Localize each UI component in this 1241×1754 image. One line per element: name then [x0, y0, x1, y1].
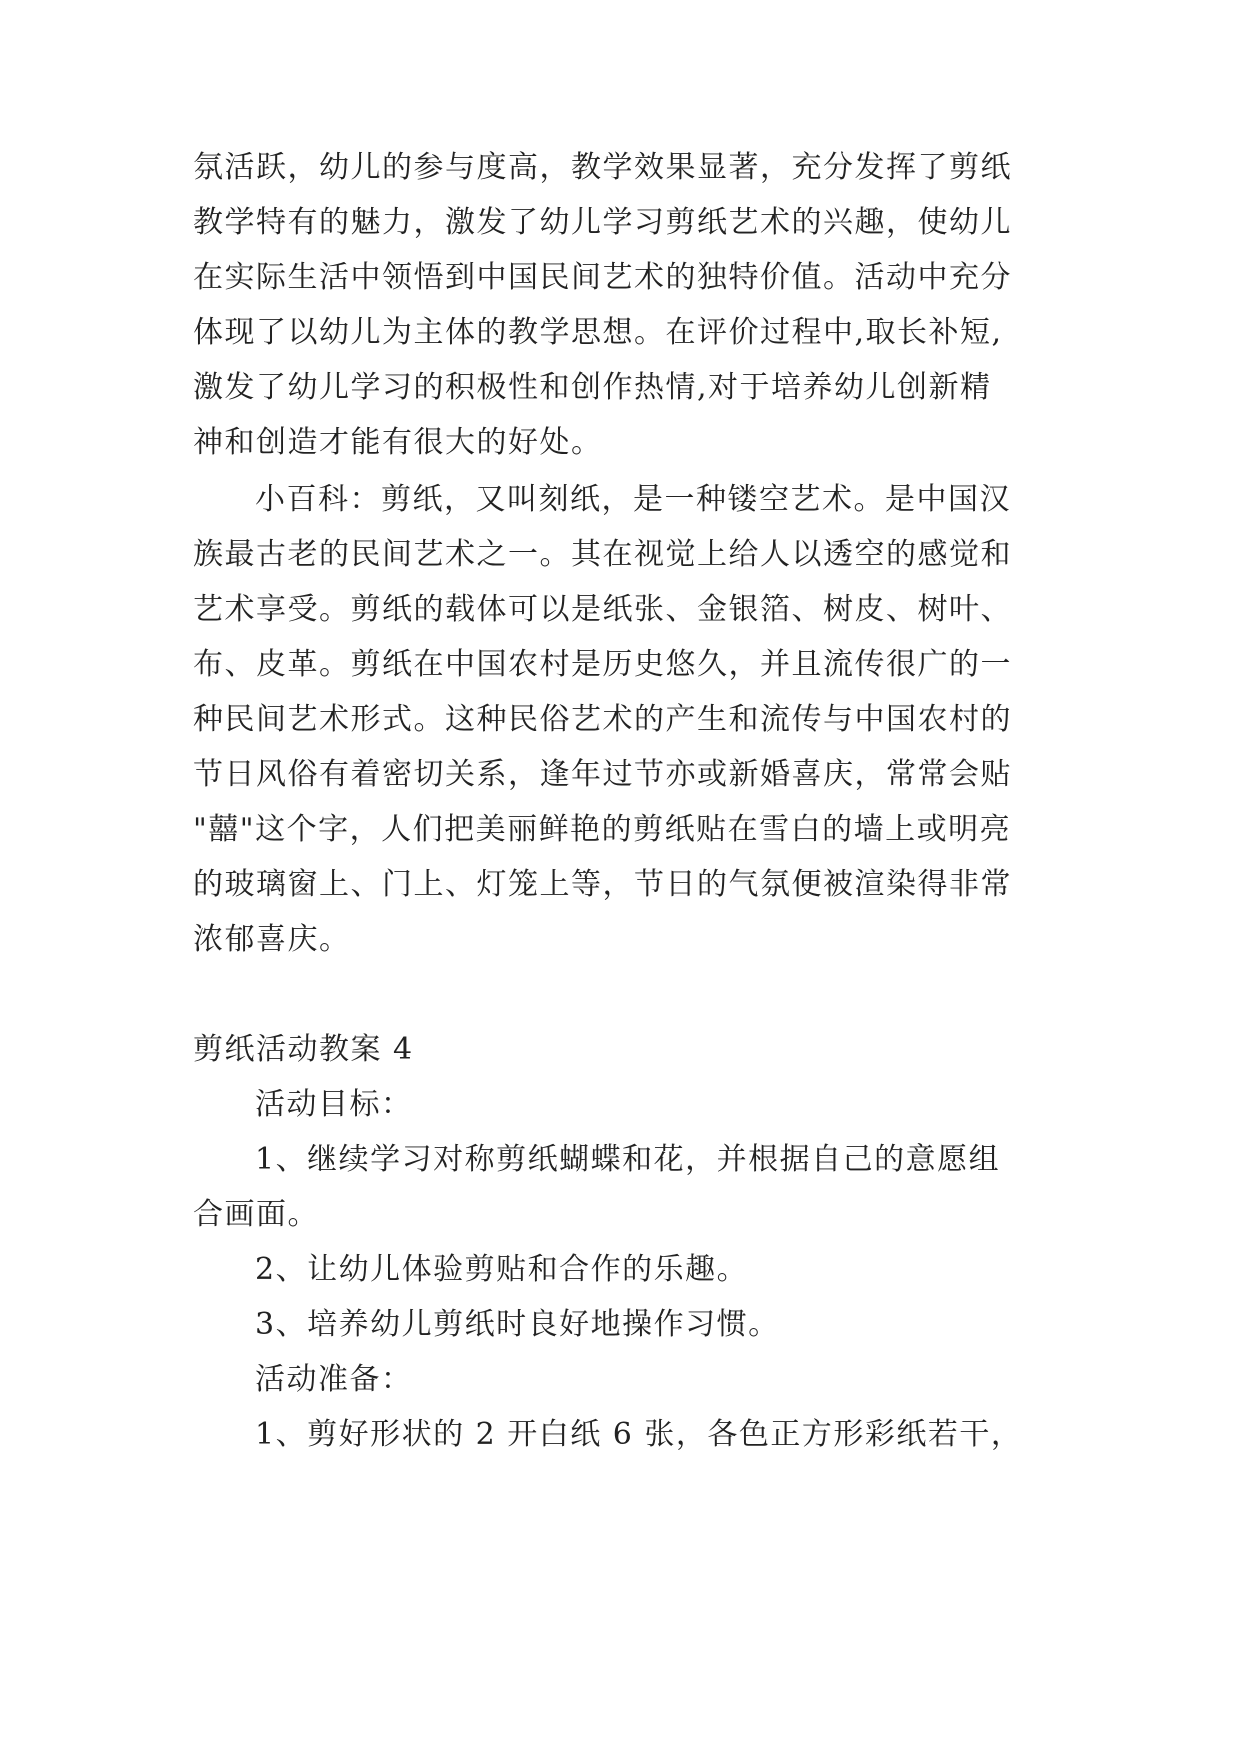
body-text-line: 神和创造才能有很大的好处。 [193, 425, 603, 460]
body-text-line: 种民间艺术形式。这种民俗艺术的产生和流传与中国农村的 [193, 702, 1012, 737]
body-text-line: 教学特有的魅力，激发了幼儿学习剪纸艺术的兴趣，使幼儿 [193, 205, 1012, 240]
body-text-line: 浓郁喜庆。 [193, 922, 351, 957]
prep-heading: 活动准备： [255, 1362, 413, 1397]
list-item-continuation: 合画面。 [193, 1197, 319, 1232]
body-text-line: 节日风俗有着密切关系，逢年过节亦或新婚喜庆，常常会贴 [193, 757, 1012, 792]
body-text-line: 的玻璃窗上、门上、灯笼上等，节日的气氛便被渲染得非常 [193, 867, 1012, 902]
body-text-line: "囍"这个字，人们把美丽鲜艳的剪纸贴在雪白的墙上或明亮 [193, 812, 1012, 847]
body-text-line: 激发了幼儿学习的积极性和创作热情,对于培养幼儿创新精 [193, 370, 992, 405]
list-item: 1、剪好形状的 2 开白纸 6 张，各色正方形彩纸若干， [255, 1417, 1023, 1452]
list-item: 1、继续学习对称剪纸蝴蝶和花，并根据自己的意愿组 [255, 1142, 1001, 1177]
body-text-line: 艺术享受。剪纸的载体可以是纸张、金银箔、树皮、树叶、 [193, 592, 1012, 627]
body-text-line: 氛活跃，幼儿的参与度高，教学效果显著，充分发挥了剪纸 [193, 150, 1012, 185]
section-title: 剪纸活动教案 4 [193, 1032, 414, 1067]
body-text-line: 布、皮革。剪纸在中国农村是历史悠久，并且流传很广的一 [193, 647, 1012, 682]
goals-heading: 活动目标： [255, 1087, 413, 1122]
body-text-line: 体现了以幼儿为主体的教学思想。在评价过程中,取长补短, [193, 315, 1003, 350]
list-item: 3、培养幼儿剪纸时良好地操作习惯。 [255, 1307, 780, 1342]
list-item: 2、让幼儿体验剪贴和合作的乐趣。 [255, 1252, 749, 1287]
body-text-line: 族最古老的民间艺术之一。其在视觉上给人以透空的感觉和 [193, 537, 1012, 572]
body-text-line: 在实际生活中领悟到中国民间艺术的独特价值。活动中充分 [193, 260, 1012, 295]
body-text-line: 小百科：剪纸，又叫刻纸，是一种镂空艺术。是中国汉 [255, 482, 1011, 517]
